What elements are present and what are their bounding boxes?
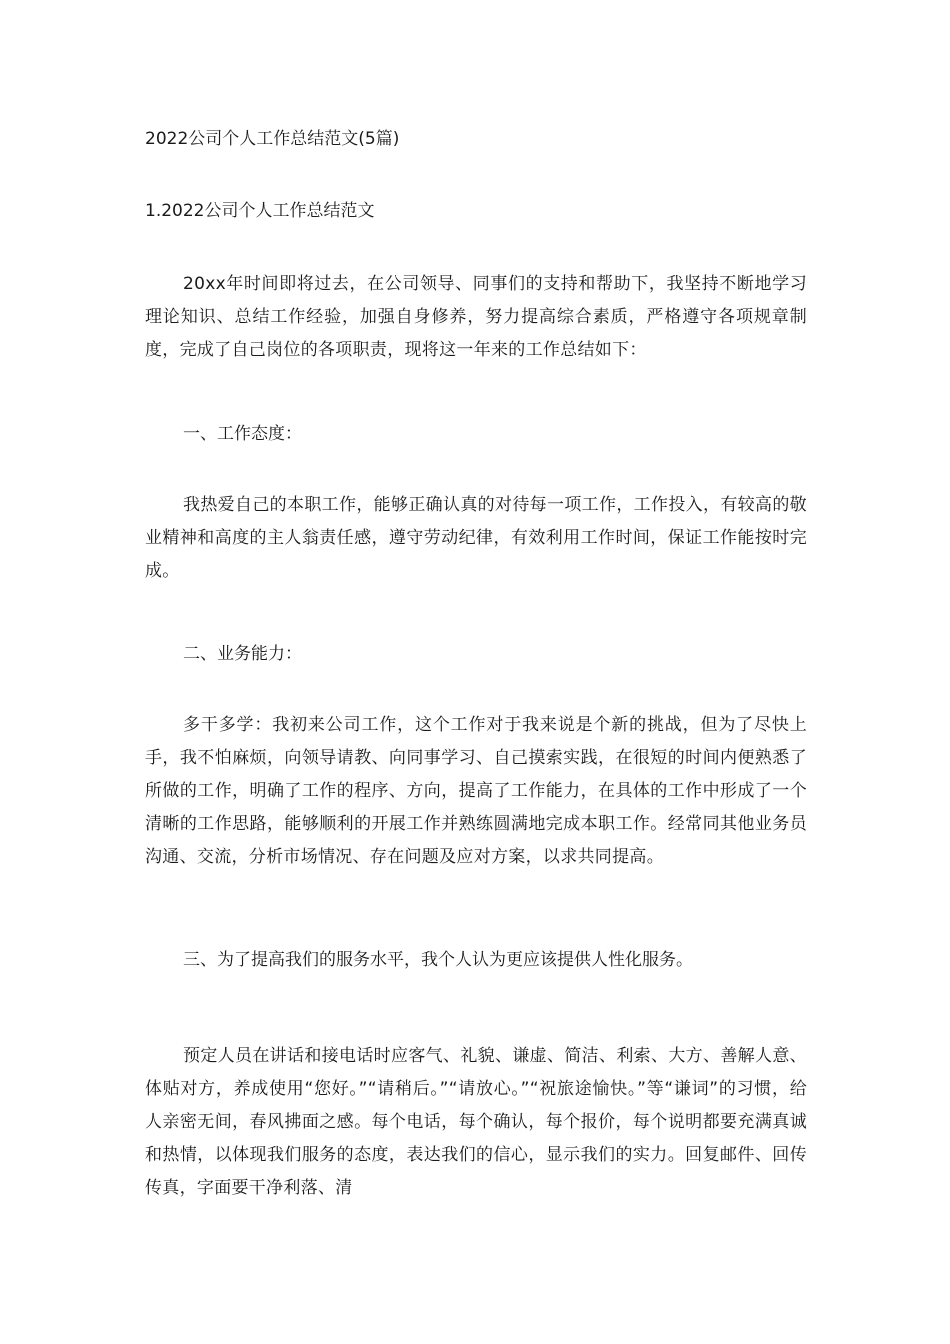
paragraph-service: 预定人员在讲话和接电话时应客气、礼貌、谦虚、简洁、利索、大方、善解人意、体贴对方，养成使用“您好。”“请稍后。”“请放心。”“祝旅途愉快。”等“谦词”的习惯，给人亲密无间，春风拂面之感。每个电话，每个确认，每个报价，每个说明都要充满真诚和热情，以体现我们服务的态度，表达我们的信心，显示我们的实力。回复邮件、回传传真，字面要干净利落、清 <box>145 1046 807 1198</box>
heading-business-ability: 二、业务能力： <box>183 644 302 664</box>
paragraph-intro: 20xx年时间即将过去，在公司领导、同事们的支持和帮助下，我坚持不断地学习理论知识、总结工作经验，加强自身修养，努力提高综合素质，严格遵守各项规章制度，完成了自己岗位的各项职责，现将这一年来的工作总结如下： <box>145 274 807 360</box>
heading-service: 三、为了提高我们的服务水平，我个人认为更应该提供人性化服务。 <box>183 950 693 970</box>
heading-work-attitude: 一、工作态度： <box>183 424 302 444</box>
paragraph-attitude: 我热爱自己的本职工作，能够正确认真的对待每一项工作，工作投入，有较高的敬业精神和高度的主人翁责任感，遵守劳动纪律，有效利用工作时间，保证工作能按时完成。 <box>145 495 807 581</box>
document-title: 2022公司个人工作总结范文(5篇) <box>145 129 400 149</box>
paragraph-ability: 多干多学：我初来公司工作，这个工作对于我来说是个新的挑战，但为了尽快上手，我不怕麻烦，向领导请教、向同事学习、自己摸索实践，在很短的时间内便熟悉了所做的工作，明确了工作的程序、方向，提高了工作能力，在具体的工作中形成了一个清晰的工作思路，能够顺利的开展工作并熟练圆满地完成本职工作。经常同其他业务员沟通、交流，分析市场情况、存在问题及应对方案，以求共同提高。 <box>145 715 807 867</box>
section-title: 1.2022公司个人工作总结范文 <box>145 201 375 221</box>
